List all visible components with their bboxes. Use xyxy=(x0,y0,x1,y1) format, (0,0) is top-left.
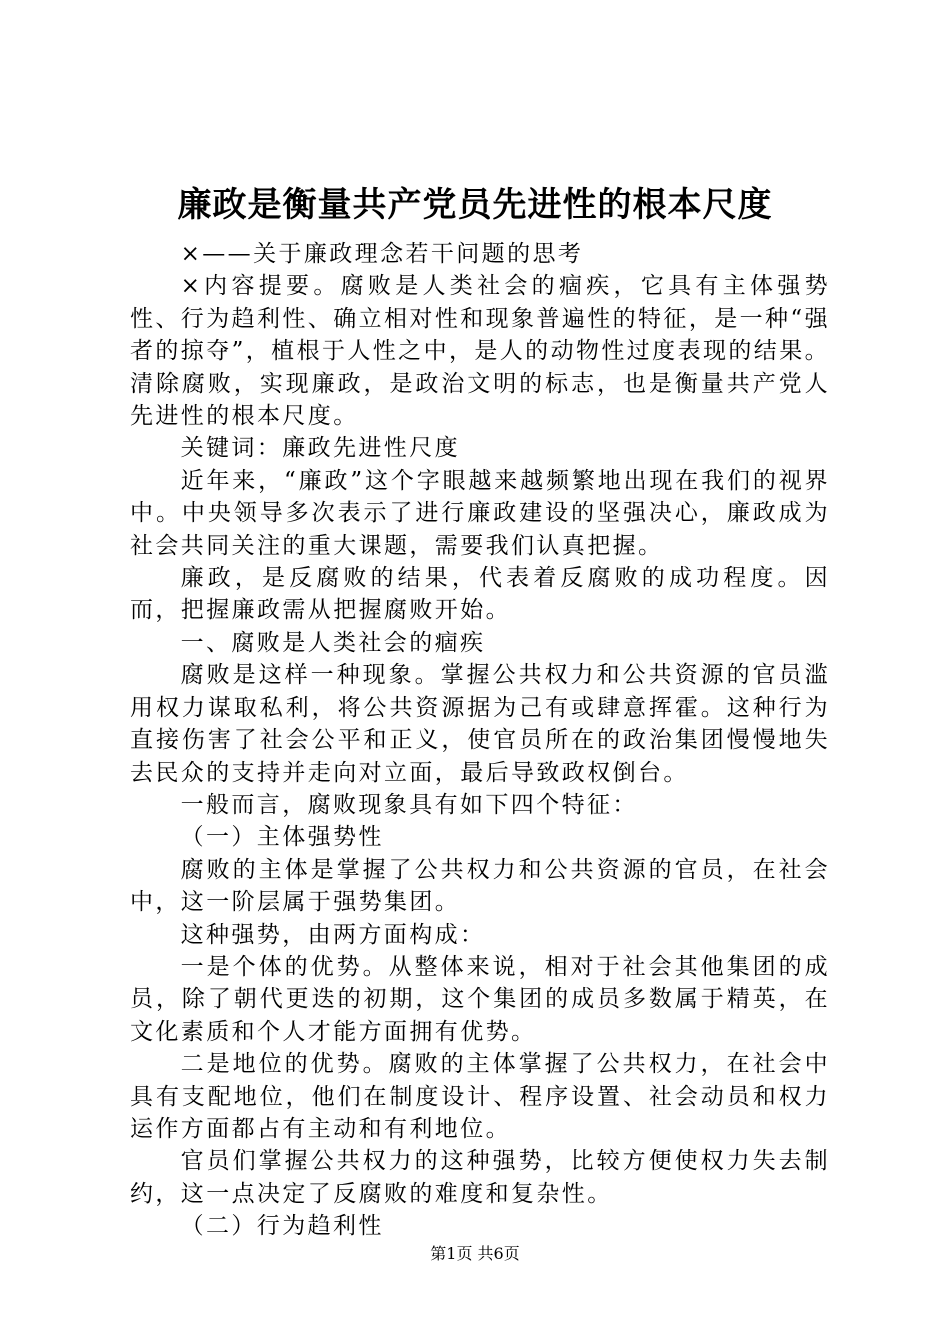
body-paragraph: 二是地位的优势。腐败的主体掌握了公共权力，在社会中具有支配地位，他们在制度设计、程序设置、社会动员和权力运作方面都占有主动和有利地位。 xyxy=(130,1051,830,1142)
document-body xyxy=(130,238,830,1243)
body-paragraph: 廉政，是反腐败的结果，代表着反腐败的成功程度。因而，把握廉政需从把握腐败开始。 xyxy=(130,565,830,624)
body-paragraph: 近年来，“廉政”这个字眼越来越频繁地出现在我们的视界中。中央领导多次表示了进行廉政建设的坚强决心，廉政成为社会共同关注的重大课题，需要我们认真把握。 xyxy=(130,467,830,559)
body-paragraph: 官员们掌握公共权力的这种强势，比较方便使权力失去制约，这一点决定了反腐败的难度和复杂性。 xyxy=(130,1148,830,1207)
body-paragraph: 一般而言，腐败现象具有如下四个特征： xyxy=(180,791,638,818)
body-paragraph: 腐败是这样一种现象。掌握公共权力和公共资源的官员滥用权力谋取私利，将公共资源据为己有或肆意挥霍。这种行为直接伤害了社会公平和正义，使官员所在的政治集团慢慢地失去民众的支持并走向对立面，最后导致政权倒台。 xyxy=(130,662,830,786)
body-paragraph: 这种强势，由两方面构成： xyxy=(180,921,486,948)
subsection-heading: （一）主体强势性 xyxy=(180,824,384,851)
abstract-paragraph: ×内容提要。腐败是人类社会的痼疾，它具有主体强势性、行为趋利性、确立相对性和现象普遍性的特征，是一种“强者的掠夺”，植根于人性之中，是人的动物性过度表现的结果。清除腐败，实现廉政，是政治文明的标志，也是衡量共产党人先进性的根本尺度。 xyxy=(130,273,830,430)
section-heading: 一、腐败是人类社会的痼疾 xyxy=(180,629,486,656)
keywords-paragraph: 关键词：廉政先进性尺度 xyxy=(180,435,460,462)
body-paragraph: 腐败的主体是掌握了公共权力和公共资源的官员，在社会中，这一阶层属于强势集团。 xyxy=(130,856,830,916)
body-paragraph: 一是个体的优势。从整体来说，相对于社会其他集团的成员，除了朝代更迭的初期，这个集团的成员多数属于精英，在文化素质和个人才能方面拥有优势。 xyxy=(130,953,830,1045)
subsection-heading: （二）行为趋利性 xyxy=(180,1213,384,1240)
document-title: 廉政是衡量共产党员先进性的根本尺度 xyxy=(177,185,773,225)
subtitle-paragraph: ×——关于廉政理念若干问题的思考 xyxy=(180,241,584,267)
page-number-footer: 第1页 共6页 xyxy=(430,1244,520,1263)
